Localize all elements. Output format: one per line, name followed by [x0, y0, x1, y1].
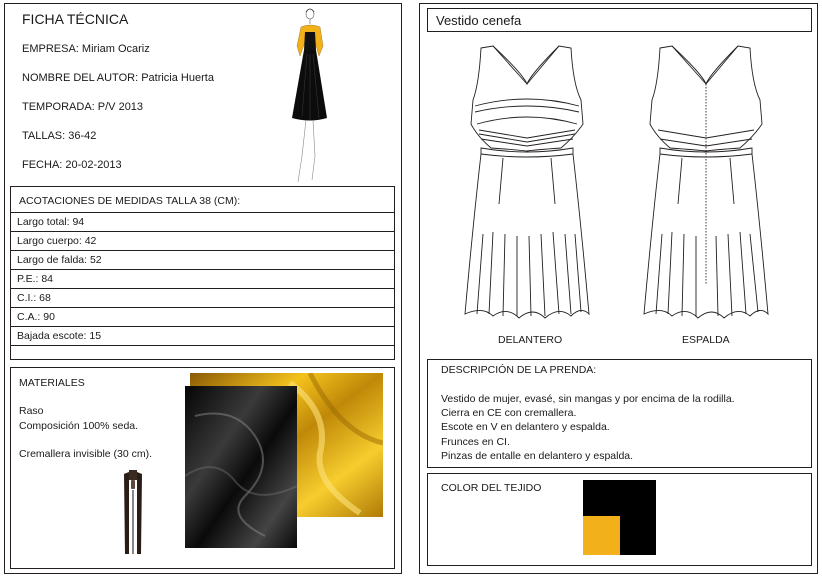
table-row	[11, 307, 394, 326]
black-satin-swatch	[185, 386, 297, 548]
table-row	[11, 326, 394, 345]
description-box	[427, 359, 812, 468]
front-label: DELANTERO	[498, 334, 563, 346]
table-row	[11, 231, 394, 250]
fabric-name: Raso	[19, 405, 44, 417]
table-row	[11, 269, 394, 288]
garment-title-box	[427, 8, 812, 32]
fashion-illustration	[282, 6, 338, 184]
table-row	[11, 288, 394, 307]
measure-value: Bajada escote: 15	[17, 330, 102, 342]
color-swatch-yellow	[583, 516, 620, 555]
company-label: EMPRESA: Miriam Ocariz	[22, 43, 150, 55]
back-label: ESPALDA	[682, 334, 730, 346]
measures-table	[10, 186, 395, 360]
description-line: Frunces en CI.	[441, 436, 510, 448]
table-row	[11, 212, 394, 231]
author-label: NOMBRE DEL AUTOR: Patricia Huerta	[22, 72, 214, 84]
measure-value: C.I.: 68	[17, 292, 51, 304]
materials-heading: MATERIALES	[19, 377, 85, 389]
measure-value: Largo cuerpo: 42	[17, 235, 97, 247]
measure-value: C.A.: 90	[17, 311, 55, 323]
garment-name: Vestido cenefa	[436, 13, 522, 28]
season-label: TEMPORADA: P/V 2013	[22, 101, 144, 113]
measure-value: Largo de falda: 52	[17, 254, 102, 266]
back-dress-sketch	[642, 44, 770, 328]
description-heading: DESCRIPCIÓN DE LA PRENDA:	[441, 364, 597, 376]
date-label: FECHA: 20-02-2013	[22, 159, 122, 171]
measures-heading: ACOTACIONES DE MEDIDAS TALLA 38 (CM):	[19, 195, 241, 207]
table-row-empty	[11, 345, 394, 359]
zipper-label: Cremallera invisible (30 cm).	[19, 448, 153, 460]
table-row	[11, 250, 394, 269]
fabric-color-heading: COLOR DEL TEJIDO	[441, 482, 542, 494]
description-line: Cierra en CE con cremallera.	[441, 407, 577, 419]
sizes-label: TALLAS: 36-42	[22, 130, 97, 142]
measure-value: P.E.: 84	[17, 273, 54, 285]
fabric-composition: Composición 100% seda.	[19, 420, 139, 432]
description-line: Vestido de mujer, evasé, sin mangas y por encima de la rodilla.	[441, 393, 735, 405]
description-line: Pinzas de entalle en delantero y espalda.	[441, 450, 634, 462]
sheet-title: FICHA TÉCNICA	[22, 11, 129, 27]
zipper-icon	[120, 468, 146, 556]
front-dress-sketch	[463, 44, 591, 328]
measure-value: Largo total: 94	[17, 216, 85, 228]
description-line: Escote en V en delantero y espalda.	[441, 421, 610, 433]
